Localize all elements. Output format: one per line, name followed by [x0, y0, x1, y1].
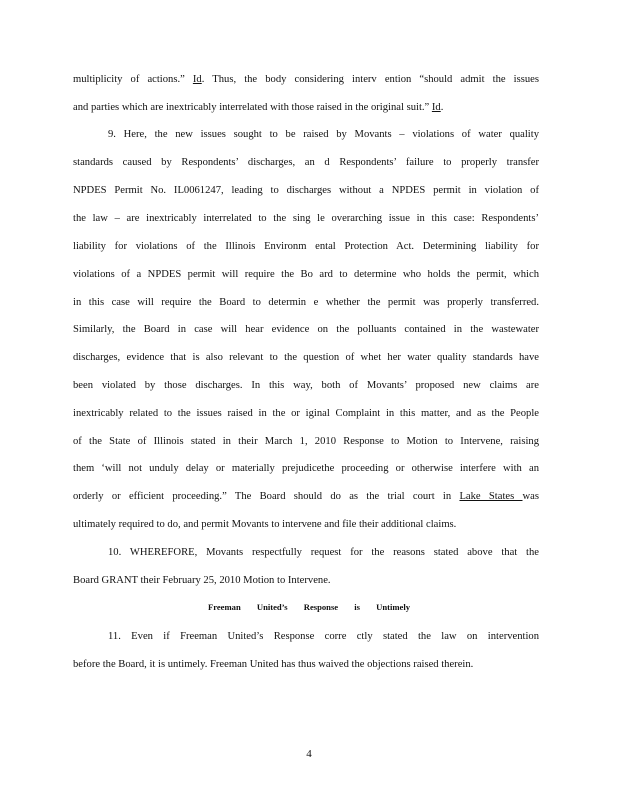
section-heading: Freeman United’s Response is Untimely [207, 602, 411, 612]
text-segment: been violated by those discharges. In this way, both of Movants’ proposed new claims are [73, 380, 539, 391]
text-segment: in this case will require the Board to determin e whether the permit was properly transferred. [73, 297, 539, 308]
text-line [73, 462, 539, 476]
text-line [73, 407, 539, 421]
underlined-citation: Id [192, 74, 202, 85]
text-segment: inextricably related to the issues raised in the or iginal Complaint in this matter, and as the People [73, 408, 539, 419]
text-segment: violations of a NPDES permit will require the Bo ard to determine who holds the permit, which [73, 269, 539, 280]
text-line [73, 351, 539, 365]
text-line [73, 268, 539, 282]
text-segment: 11. Even if Freeman United’s Response corre ctly stated the law on intervention [108, 631, 539, 642]
text-line [73, 323, 539, 337]
text-line [73, 156, 539, 170]
text-line [73, 240, 539, 254]
text-line [73, 518, 539, 532]
text-segment: . Thus, the body considering interv ention “should admit the issues [201, 74, 539, 85]
text-segment: ultimately required to do, and permit Movants to intervene and file their additional claims. [73, 519, 457, 530]
text-segment: NPDES Permit No. IL0061247, leading to discharges without a NPDES permit in violation of [73, 185, 539, 196]
underlined-citation: Id [431, 102, 441, 113]
text-line [73, 73, 539, 87]
text-segment: multiplicity of actions.” [73, 74, 193, 85]
text-segment: was [522, 491, 539, 502]
text-segment: . [440, 102, 444, 113]
page-number: 4 [306, 748, 312, 760]
text-segment: orderly or efficient proceeding.” The Board should do as the trial court in [73, 491, 460, 502]
text-segment: them ‘will not unduly delay or materially prejudicethe proceeding or otherwise interfere with an [73, 463, 539, 474]
text-segment: standards caused by Respondents’ discharges, an d Respondents’ failure to properly transfer [73, 157, 539, 168]
text-segment: 10. WHEREFORE, Movants respectfully request for the reasons stated above that the [108, 547, 539, 558]
text-line [73, 435, 539, 449]
text-segment: before the Board, it is untimely. Freeman United has thus waived the objections raised therein. [73, 659, 474, 670]
text-line [73, 184, 539, 198]
text-line [108, 128, 539, 142]
text-segment: 9. Here, the new issues sought to be raised by Movants – violations of water quality [108, 129, 539, 140]
text-segment: discharges, evidence that is also relevant to the question of whet her water quality standards have [73, 352, 539, 363]
text-segment: and parties which are inextricably interrelated with those raised in the original suit.” [73, 102, 432, 113]
text-segment: liability for violations of the Illinois Environm ental Protection Act. Determining liability for [73, 241, 539, 252]
text-line [73, 212, 539, 226]
text-segment: of the State of Illinois stated in their March 1, 2010 Response to Motion to Intervene, raising [73, 436, 539, 447]
text-line [73, 296, 539, 310]
text-segment: Similarly, the Board in case will hear evidence on the polluants contained in the wastewater [73, 324, 539, 335]
underlined-citation: Lake States [459, 491, 523, 502]
text-line [73, 379, 539, 393]
text-line [73, 101, 539, 115]
text-line [73, 574, 539, 588]
text-segment: Board GRANT their February 25, 2010 Motion to Intervene. [73, 575, 331, 586]
text-line [108, 546, 539, 560]
text-line [108, 630, 539, 644]
text-line [73, 490, 539, 504]
text-segment: the law – are inextricably interrelated to the sing le overarching issue in this case: Respondents’ [73, 213, 539, 224]
text-line [73, 658, 539, 672]
